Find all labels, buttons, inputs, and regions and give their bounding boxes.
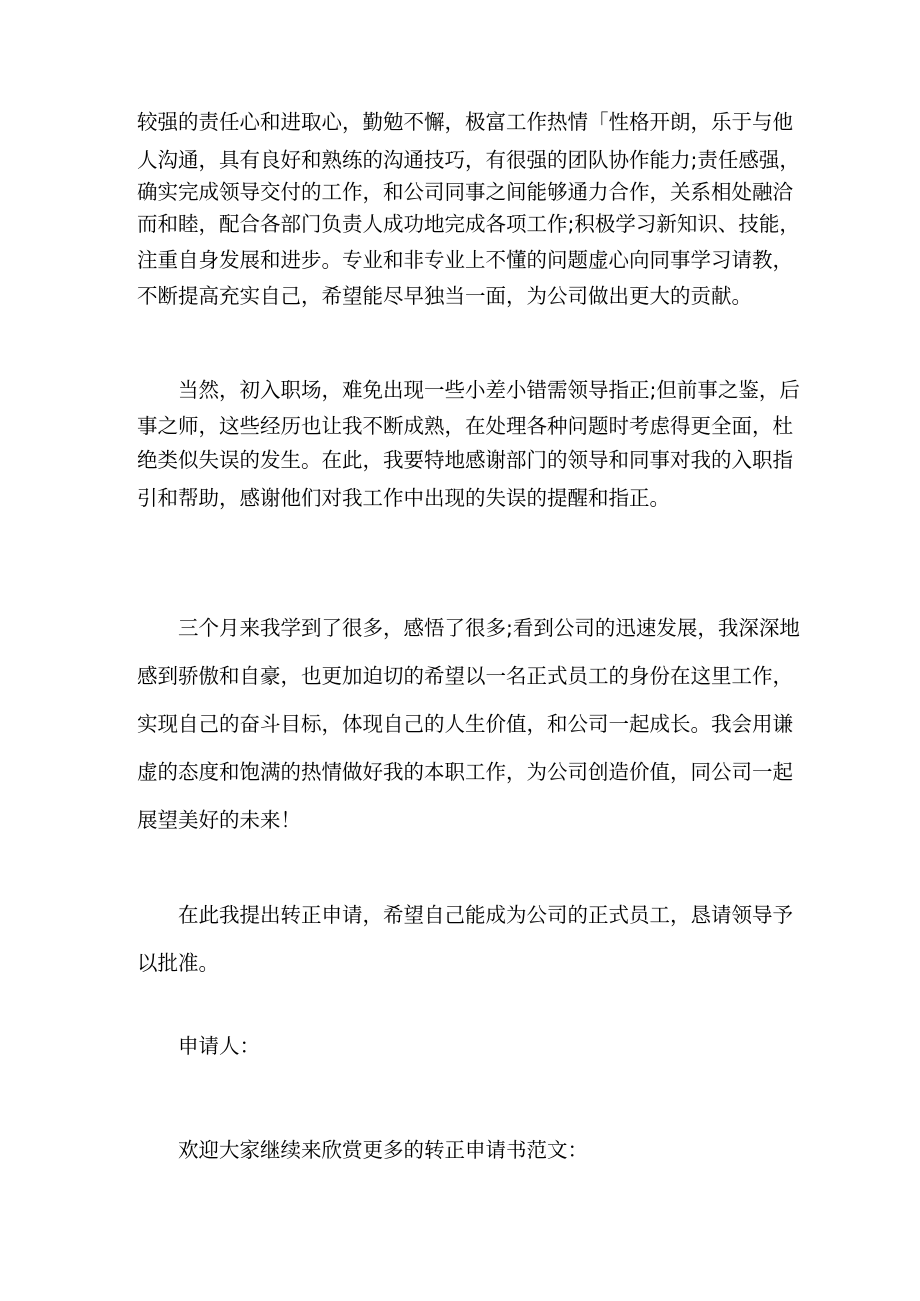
paragraph-line: 人沟通，具有良好和熟练的沟通技巧，有很强的团队协作能力;责任感强， (137, 148, 800, 172)
paragraph-line: 当然，初入职场，难免出现一些小差小错需领导指正;但前事之鉴，后 (178, 378, 800, 402)
paragraph-line: 以批准。 (137, 951, 219, 975)
paragraph-line: 展望美好的未来！ (137, 808, 301, 832)
paragraph-line: 确实完成领导交付的工作，和公司同事之间能够通力合作，关系相处融洽 (137, 180, 793, 204)
applicant-label: 申请人： (178, 1034, 260, 1058)
paragraph-line: 绝类似失误的发生。在此，我要特地感谢部门的领导和同事对我的入职指 (137, 448, 793, 472)
paragraph-line: 注重自身发展和进步。专业和非专业上不懂的问题虚心向同事学习请教， (137, 248, 793, 272)
paragraph-line: 实现自己的奋斗目标，体现自己的人生价值，和公司一起成长。我会用谦 (137, 712, 793, 736)
paragraph-line: 感到骄傲和自豪，也更加迫切的希望以一名正式员工的身份在这里工作， (137, 664, 793, 688)
paragraph-line: 引和帮助，感谢他们对我工作中出现的失误的提醒和指正。 (137, 486, 670, 510)
paragraph-line: 事之师，这些经历也让我不断成熟，在处理各种问题时考虑得更全面，杜 (137, 414, 793, 438)
paragraph-line: 而和睦，配合各部门负责人成功地完成各项工作;积极学习新知识、技能， (137, 212, 800, 236)
paragraph-line: 不断提高充实自己，希望能尽早独当一面，为公司做出更大的贡献。 (137, 284, 752, 308)
paragraph-line: 在此我提出转正申请，希望自己能成为公司的正式员工，恳请领导予 (178, 903, 793, 927)
paragraph-line: 三个月来我学到了很多，感悟了很多;看到公司的迅速发展，我深深地 (178, 616, 800, 640)
closing-line: 欢迎大家继续来欣赏更多的转正申请书范文： (178, 1138, 588, 1162)
paragraph-line: 较强的责任心和进取心，勤勉不懈，极富工作热情「性格开朗，乐于与他 (137, 110, 793, 134)
paragraph-line: 虚的态度和饱满的热情做好我的本职工作，为公司创造价值，同公司一起 (137, 760, 793, 784)
